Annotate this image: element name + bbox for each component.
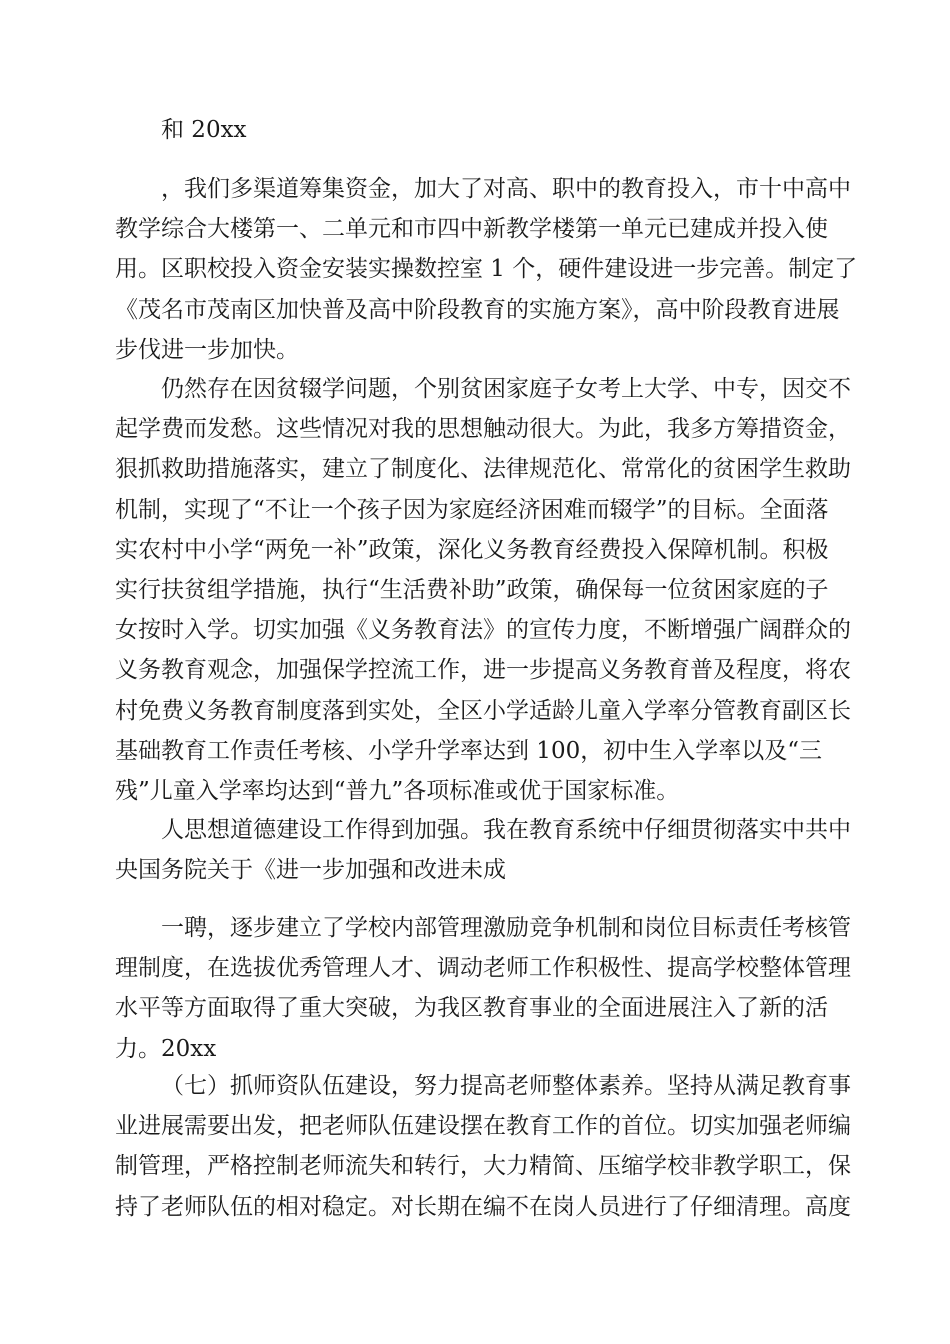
paragraph-line: 一聘，逐步建立了学校内部管理激励竞争机制和岗位目标责任考核管 (161, 915, 851, 941)
paragraph-line: 力。20xx (115, 1035, 217, 1062)
paragraph-line: 水平等方面取得了重大突破，为我区教育事业的全面进展注入了新的活 (115, 995, 828, 1022)
paragraph-line: （七）抓师资队伍建设，努力提高老师整体素养。坚持从满足教育事 (161, 1073, 851, 1099)
paragraph-line: 起学费而发愁。这些情况对我的思想触动很大。为此，我多方筹措资金， (115, 416, 851, 443)
paragraph-1 (115, 110, 837, 150)
paragraph-line: 制管理，严格控制老师流失和转行，大力精简、压缩学校非教学职工，保 (115, 1153, 851, 1180)
paragraph-line: 机制，实现了“不让一个孩子因为家庭经济困难而辍学”的目标。全面落 (115, 496, 829, 523)
paragraph-line: 央国务院关于《进一步加强和改进未成 (115, 857, 506, 884)
paragraph-line: 基础教育工作责任考核、小学升学率达到 100，初中生入学率以及“三 (115, 737, 822, 764)
paragraph-line: 步伐进一步加快。 (115, 336, 299, 363)
paragraph-line: 义务教育观念，加强保学控流工作，进一步提高义务教育普及程度，将农 (115, 657, 851, 684)
paragraph-3 (115, 369, 851, 811)
paragraph-2 (115, 169, 858, 370)
paragraph-line: 女按时入学。切实加强《义务教育法》的宣传力度，不断增强广阔群众的 (115, 617, 851, 644)
paragraph-line: 持了老师队伍的相对稳定。对长期在编不在岗人员进行了仔细清理。高度 (115, 1193, 851, 1220)
paragraph-line: 实行扶贫组学措施，执行“生活费补助”政策，确保每一位贫困家庭的子 (115, 576, 829, 603)
paragraph-line: 《茂名市茂南区加快普及高中阶段教育的实施方案》，高中阶段教育进展 (115, 296, 840, 323)
paragraph-5 (115, 908, 851, 1069)
paragraph-line: 业进展需要出发，把老师队伍建设摆在教育工作的首位。切实加强老师编 (115, 1113, 851, 1140)
paragraph-line: 理制度，在选拔优秀管理人才、调动老师工作积极性、提高学校整体管理 (115, 955, 851, 982)
paragraph-line: 残”儿童入学率均达到“普九”各项标准或优于国家标准。 (115, 777, 680, 804)
paragraph-line: 人思想道德建设工作得到加强。我在教育系统中仔细贯彻落实中共中 (161, 817, 851, 843)
paragraph-line: 仍然存在因贫辍学问题，个别贫困家庭子女考上大学、中专，因交不 (161, 376, 851, 402)
paragraph-6 (115, 1066, 851, 1227)
paragraph-line: 实农村中小学“两免一补”政策，深化义务教育经费投入保障机制。积极 (115, 536, 829, 563)
paragraph-line: ，我们多渠道筹集资金，加大了对高、职中的教育投入，市十中高中 (161, 176, 851, 202)
paragraph-4 (115, 810, 851, 890)
paragraph-line: 狠抓救助措施落实，建立了制度化、法律规范化、常常化的贫困学生救助 (115, 456, 851, 483)
paragraph-line: 教学综合大楼第一、二单元和市四中新教学楼第一单元已建成并投入使 (115, 216, 828, 243)
paragraph-line: 和 20xx (161, 117, 247, 143)
paragraph-line: 用。区职校投入资金安装实操数控室 1 个，硬件建设进一步完善。制定了 (115, 256, 858, 283)
paragraph-line: 村免费义务教育制度落到实处，全区小学适龄儿童入学率分管教育副区长 (115, 697, 851, 724)
